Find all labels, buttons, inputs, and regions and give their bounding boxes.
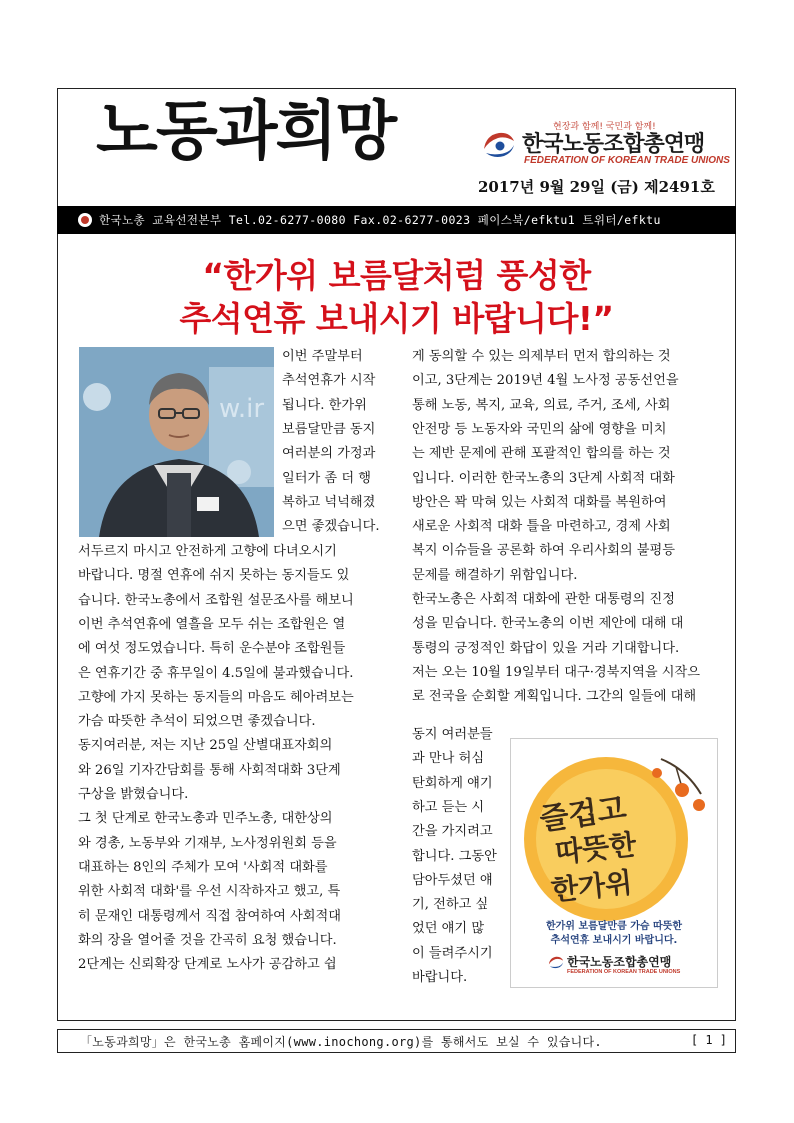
article-line: 이번 주말부터 [282, 349, 363, 364]
article-line: 바랍니다. 명절 연휴에 쉬지 못하는 동지들도 있 [78, 568, 350, 584]
article-line: 복하고 넉넉해졌 [282, 494, 376, 510]
article-line: 이번 추석연휴에 열흘을 모두 쉬는 조합원은 열 [78, 616, 346, 632]
headline-line-2: 추석연휴 보내시기 바랍니다!” [179, 299, 614, 338]
article-line: 와 26일 기자간담회를 통해 사회적대화 3단계 [78, 762, 341, 778]
chuseok-greeting-card [510, 738, 718, 988]
president-photo [79, 347, 274, 537]
article-line: 새로운 사회적 대화 틀을 마련하고, 경제 사회 [412, 519, 671, 535]
article-line: 합니다. 그동안 [412, 848, 497, 864]
article-line: 안전망 등 노동자와 국민의 삶에 영향을 미치 [412, 421, 667, 437]
article-line: 이고, 3단계는 2019년 4월 노사정 공동선언을 [412, 373, 679, 389]
federation-tagline: 현장과 함께! 국민과 함께! [553, 122, 656, 132]
article-line: 여러분의 가정과 [282, 446, 376, 462]
article-line: 가슴 따뜻한 추석이 되었으면 좋겠습니다. [78, 714, 316, 730]
article-line: 습니다. 한국노총에서 조합원 설문조사를 해보니 [78, 592, 354, 608]
article-line: 통해 노동, 복지, 교육, 의료, 주거, 조세, 사회 [412, 397, 671, 413]
page-number: [ 1 ] [690, 1033, 727, 1047]
article-line: 문제를 해결하기 위함입니다. [412, 567, 578, 583]
contact-text: 한국노총 교육선전본부 Tel.02-6277-0080 Fax.02-6277-0023 페이스북/efktu1 트위터/efktu [99, 213, 661, 227]
card-logo-english: FEDERATION OF KOREAN TRADE UNIONS [567, 969, 681, 975]
article-line: 과 만나 허심 [412, 751, 485, 767]
article-line: 게 동의할 수 있는 의제부터 먼저 합의하는 것 [412, 349, 671, 364]
article-line: 한국노총은 사회적 대화에 관한 대통령의 진정 [412, 592, 676, 607]
footer-text: 「노동과희망」은 한국노총 홈페이지(www.inochong.org)를 통해서도 보실 수 있습니다. [80, 1035, 602, 1049]
article-line: 구상을 밝혔습니다. [78, 787, 189, 802]
article-line: 로 전국을 순회할 계획입니다. 그간의 일들에 대해 [412, 689, 697, 705]
article-line: 히 문재인 대통령께서 직접 참여하여 사회적대 [78, 908, 342, 924]
article-line: 하고 듣는 시 [412, 799, 485, 815]
article-line: 대표하는 8인의 주체가 모여 '사회적 대화를 [78, 859, 328, 875]
calligraphy-line-1: 즐겁고 [537, 791, 629, 838]
article-line: 으면 좋겠습니다. [282, 519, 380, 535]
article-line: 탄회하게 얘기 [412, 775, 493, 791]
article-line: 동지여러분, 저는 지난 25일 산별대표자회의 [78, 738, 333, 754]
card-logo-name: 한국노동조합총연맹 [567, 955, 672, 969]
article-line: 와 경총, 노동부와 기재부, 노사정위원회 등을 [78, 835, 337, 851]
federation-english-name: FEDERATION OF KOREAN TRADE UNIONS [524, 155, 730, 166]
newsletter-title: 노동과희망 [96, 94, 396, 169]
article-line: 성을 믿습니다. 한국노총의 이번 제안에 대해 대 [412, 616, 684, 632]
article-line: 위한 사회적 대화'를 우선 시작하자고 했고, 특 [78, 884, 341, 900]
calligraphy-line-3: 한가위 [549, 865, 634, 908]
article-line: 화의 장을 열어줄 것을 간곡히 요청 했습니다. [78, 932, 337, 948]
photo-illustration [79, 347, 274, 537]
article-line: 2단계는 신뢰확장 단계로 노사가 공감하고 쉽 [78, 957, 337, 973]
card-message-line-1: 한가위 보름달만큼 가슴 따뜻한 [545, 921, 683, 932]
article-line: 간을 가지려고 [412, 824, 493, 840]
article-line: 담아두셨던 얘 [412, 872, 493, 888]
federation-dot-icon [78, 213, 92, 227]
issue-date: 2017년 9월 29일 (금) 제2491호 [478, 178, 715, 196]
article-line: 저는 오는 10월 19일부터 대구·경북지역을 시작으 [412, 664, 701, 680]
svg-text:w.ir: w.ir [219, 394, 265, 424]
article-line: 방안은 꽉 막혀 있는 사회적 대화를 복원하여 [412, 494, 667, 510]
federation-name: 한국노동조합총연맹 [522, 132, 705, 157]
card-federation-logo-icon [547, 953, 565, 971]
article-line: 바랍니다. [412, 970, 468, 985]
article-line: 보름달만큼 동지 [282, 421, 376, 437]
article-line: 기, 전하고 싶 [412, 897, 489, 913]
federation-logo-icon [480, 125, 518, 163]
article-line: 됩니다. 한가위 [282, 397, 367, 413]
persimmon-icon [675, 783, 689, 797]
article-line: 입니다. 이러한 한국노총의 3단계 사회적 대화 [412, 470, 675, 486]
article-line: 는 제반 문제에 관해 포괄적인 합의를 하는 것 [412, 446, 671, 462]
article-line: 동지 여러분들 [412, 727, 493, 742]
article-line: 은 연휴기간 중 휴무일이 4.5일에 불과했습니다. [78, 665, 354, 681]
card-message-line-2: 추석연휴 보내시기 바랍니다. [550, 935, 678, 946]
article-line: 추석연휴가 시작 [282, 373, 376, 389]
footer-bar [57, 1029, 736, 1053]
calligraphy-line-2: 따뜻한 [553, 827, 638, 870]
headline-line-1: “한가위 보름달처럼 풍성한 [202, 256, 591, 295]
article-line: 에 여섯 정도였습니다. 특히 운수분야 조합원들 [78, 641, 346, 657]
article-line: 었던 얘기 많 [412, 921, 485, 937]
article-line: 복지 이슈들을 공론화 하여 우리사회의 불평등 [412, 543, 676, 559]
article-line: 일터가 좀 더 행 [282, 470, 372, 486]
article-line: 서두르지 마시고 안전하게 고향에 다녀오시기 [78, 544, 337, 559]
article-line: 고향에 가지 못하는 동지들의 마음도 헤아려보는 [78, 689, 354, 705]
article-line: 통령의 긍정적인 화답이 있을 거라 기대합니다. [412, 640, 680, 656]
contact-bar [57, 206, 736, 234]
article-line: 그 첫 단계로 한국노총과 민주노총, 대한상의 [78, 811, 333, 827]
article-line: 이 들려주시기 [412, 945, 493, 961]
